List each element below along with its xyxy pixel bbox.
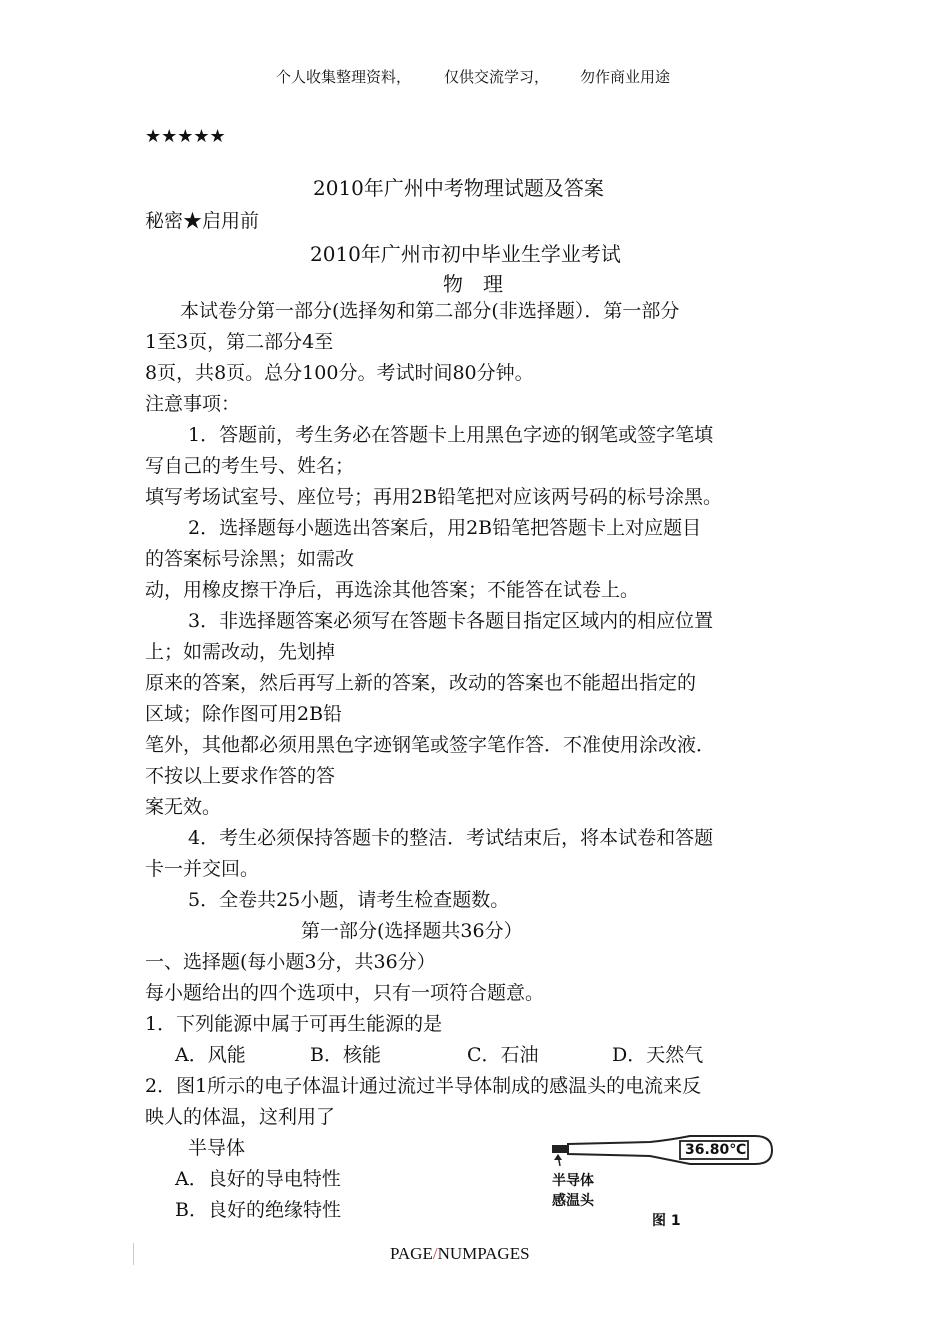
footer-separator: / bbox=[432, 1244, 438, 1263]
figure-caption: 图 1 bbox=[652, 1213, 681, 1229]
notice-4-line-1: 4．考生必须保持答题卡的整洁．考试结束后，将本试卷和答题 bbox=[188, 827, 714, 849]
footer-page-field: PAGE bbox=[390, 1244, 433, 1263]
notice-3-line-3: 原来的答案，然后再写上新的答案，改动的答案也不能超出指定的 bbox=[145, 672, 697, 694]
section-instruction: 每小题给出的四个选项中，只有一项符合题意。 bbox=[145, 982, 545, 1004]
notice-heading: 注意事项： bbox=[145, 393, 241, 415]
q2-option-a: A．良好的导电特性 bbox=[175, 1168, 341, 1190]
notice-5: 5．全卷共25小题，请考生检查题数。 bbox=[188, 889, 510, 911]
q1-option-d: D．天然气 bbox=[612, 1044, 704, 1066]
document-title: 2010年广州中考物理试题及答案 bbox=[313, 176, 604, 200]
probe-tip bbox=[552, 1145, 568, 1153]
subject-title: 物 理 bbox=[443, 272, 503, 296]
secret-label: 秘密★启用前 bbox=[145, 210, 260, 232]
notice-2-line-2: 的答案标号涂黑；如需改 bbox=[145, 548, 355, 570]
q2-option-b: B．良好的绝缘特性 bbox=[175, 1199, 341, 1221]
notice-3-line-1: 3．非选择题答案必须写在答题卡各题目指定区域内的相应位置 bbox=[188, 610, 714, 632]
footer-numpages-field: NUMPAGES bbox=[437, 1244, 530, 1263]
notice-3-line-6: 不按以上要求作答的答 bbox=[145, 765, 336, 787]
notice-1-line-1: 1．答题前，考生务必在答题卡上用黑色字迹的钢笔或签字笔填 bbox=[188, 424, 714, 446]
notice-1-line-3: 填写考场试室号、座位号；再用2B铅笔把对应该两号码的标号涂黑。 bbox=[145, 486, 723, 508]
question-1: 1．下列能源中属于可再生能源的是 bbox=[145, 1013, 443, 1035]
display-reading: 36.80℃ bbox=[685, 1142, 747, 1158]
intro-line-2: 1至3页，第二部分4至 bbox=[145, 331, 334, 353]
notice-4-line-2: 卡一并交回。 bbox=[145, 858, 260, 880]
page-footer bbox=[390, 1244, 530, 1264]
notice-3-line-7: 案无效。 bbox=[145, 796, 222, 818]
q1-option-c: C．石油 bbox=[467, 1044, 539, 1066]
header-note-2: 仅供交流学习， bbox=[444, 68, 550, 86]
header-note-1: 个人收集整理资料， bbox=[276, 68, 412, 86]
question-2-line-2: 映人的体温，这利用了 bbox=[145, 1106, 336, 1128]
notice-3-line-5: 笔外，其他都必须用黑色字迹钢笔或签字笔作答．不准使用涂改液． bbox=[145, 734, 716, 756]
question-2-line-3: 半导体 bbox=[188, 1137, 246, 1159]
header-note-3: 勿作商业用途 bbox=[580, 68, 671, 86]
intro-line-1: 本试卷分第一部分(选择匆和第二部分(非选择题）．第一部分 bbox=[180, 300, 680, 322]
probe-label-line-2: 感温头 bbox=[552, 1193, 594, 1209]
notice-1-line-2: 写自己的考生号、姓名； bbox=[145, 455, 355, 477]
part-one-heading: 第一部分(选择题共36分） bbox=[301, 920, 523, 942]
section-heading: 一、选择题(每小题3分，共36分） bbox=[145, 951, 436, 973]
notice-2-line-1: 2．选择题每小题选出答案后，用2B铅笔把答题卡上对应题目 bbox=[188, 517, 702, 539]
notice-3-line-4: 区域；除作图可用2B铅 bbox=[145, 703, 343, 725]
exam-title: 2010年广州市初中毕业生学业考试 bbox=[310, 242, 621, 266]
footer-rule bbox=[133, 1243, 134, 1265]
pointer-arrowhead bbox=[554, 1154, 562, 1160]
intro-line-3: 8页，共8页。总分100分。考试时间80分钟。 bbox=[145, 362, 534, 384]
probe-label-line-1: 半导体 bbox=[552, 1173, 594, 1189]
q1-option-b: B．核能 bbox=[310, 1044, 381, 1066]
thermometer-figure bbox=[540, 1128, 780, 1228]
notice-3-line-2: 上；如需改动，先划掉 bbox=[145, 641, 336, 663]
question-2-line-1: 2．图1所示的电子体温计通过流过半导体制成的感温头的电流来反 bbox=[145, 1075, 702, 1097]
q1-option-a: A．风能 bbox=[175, 1044, 246, 1066]
notice-2-line-3: 动，用橡皮擦干净后，再选涂其他答案；不能答在试卷上。 bbox=[145, 579, 640, 601]
star-rating: ★★★★★ bbox=[145, 126, 226, 147]
